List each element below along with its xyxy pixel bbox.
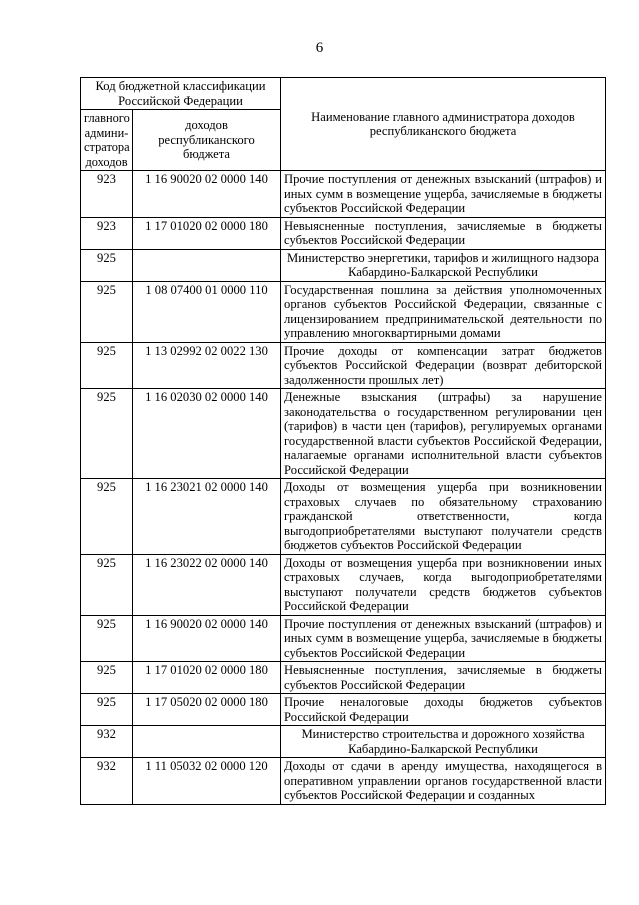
header-budget-classification-code: Код бюджетной классификации Российской Федерации xyxy=(81,78,281,110)
income-code: 1 17 05020 02 0000 180 xyxy=(133,694,281,726)
admin-code: 925 xyxy=(81,249,133,281)
income-name: Прочие доходы от компенсации затрат бюджетов субъектов Российской Федерации (возврат дебиторской задолженности прошлых лет) xyxy=(281,342,606,389)
admin-code: 923 xyxy=(81,171,133,218)
table-row xyxy=(81,479,606,555)
income-name: Доходы от возмещения ущерба при возникновении иных страховых случаев, когда выгодоприобретателями выступают получатели средств бюджетов субъектов Российской Федерации xyxy=(281,554,606,615)
table-row xyxy=(81,694,606,726)
income-name: Прочие поступления от денежных взысканий (штрафов) и иных сумм в возмещение ущерба, зачисляемые в бюджеты субъектов Российской Федерации xyxy=(281,615,606,662)
admin-code: 925 xyxy=(81,615,133,662)
income-code xyxy=(133,249,281,281)
admin-code: 925 xyxy=(81,554,133,615)
income-code: 1 08 07400 01 0000 110 xyxy=(133,281,281,342)
income-name: Невыясненные поступления, зачисляемые в бюджеты субъектов Российской Федерации xyxy=(281,662,606,694)
table-row xyxy=(81,758,606,805)
income-code: 1 17 01020 02 0000 180 xyxy=(133,662,281,694)
administrator-name: Министерство энергетики, тарифов и жилищного надзора Кабардино-Балкарской Республики xyxy=(281,249,606,281)
table-body xyxy=(81,171,606,805)
header-administrator-name: Наименование главного администратора доходов республиканского бюджета xyxy=(281,78,606,171)
table-row xyxy=(81,615,606,662)
page-number: 6 xyxy=(315,40,324,56)
table-header xyxy=(81,78,606,171)
income-name: Денежные взыскания (штрафы) за нарушение законодательства о государственном регулировании цен (тарифов) в части цен (тарифов), регулируемых органами государственной власти субъектов Российской Федерации, налагаемые органами исполнительной власти субъектов Российской Федерации xyxy=(281,389,606,479)
table-row xyxy=(81,662,606,694)
table-row xyxy=(81,249,606,281)
income-name: Прочие поступления от денежных взысканий (штрафов) и иных сумм в возмещение ущерба, зачисляемые в бюджеты субъектов Российской Федерации xyxy=(281,171,606,218)
income-code: 1 16 02030 02 0000 140 xyxy=(133,389,281,479)
income-code: 1 13 02992 02 0022 130 xyxy=(133,342,281,389)
header-chief-administrator: главного админи-стратора доходов xyxy=(81,110,133,171)
admin-code: 925 xyxy=(81,342,133,389)
table-row xyxy=(81,342,606,389)
table-row xyxy=(81,217,606,249)
admin-code: 925 xyxy=(81,479,133,555)
admin-code: 932 xyxy=(81,726,133,758)
income-code: 1 11 05032 02 0000 120 xyxy=(133,758,281,805)
header-republican-budget-income: доходов республиканского бюджета xyxy=(133,110,281,171)
income-name: Невыясненные поступления, зачисляемые в бюджеты субъектов Российской Федерации xyxy=(281,217,606,249)
income-name: Доходы от сдачи в аренду имущества, находящегося в оперативном управлении органов государственной власти субъектов Российской Федерации и созданных xyxy=(281,758,606,805)
income-code: 1 16 90020 02 0000 140 xyxy=(133,615,281,662)
admin-code: 925 xyxy=(81,662,133,694)
admin-code: 925 xyxy=(81,694,133,726)
administrator-name: Министерство строительства и дорожного хозяйства Кабардино-Балкарской Республики xyxy=(281,726,606,758)
income-name: Прочие неналоговые доходы бюджетов субъектов Российской Федерации xyxy=(281,694,606,726)
income-name: Государственная пошлина за действия уполномоченных органов субъектов Российской Федерации, связанные с лицензированием предпринимательской деятельности по управлению многоквартирными домами xyxy=(281,281,606,342)
income-code: 1 16 23021 02 0000 140 xyxy=(133,479,281,555)
admin-code: 923 xyxy=(81,217,133,249)
table-row xyxy=(81,389,606,479)
admin-code: 932 xyxy=(81,758,133,805)
admin-code: 925 xyxy=(81,389,133,479)
income-code: 1 16 90020 02 0000 140 xyxy=(133,171,281,218)
table-row xyxy=(81,171,606,218)
income-code: 1 16 23022 02 0000 140 xyxy=(133,554,281,615)
income-code xyxy=(133,726,281,758)
budget-classification-table xyxy=(80,77,606,805)
admin-code: 925 xyxy=(81,281,133,342)
table-row xyxy=(81,554,606,615)
table-row xyxy=(81,726,606,758)
income-code: 1 17 01020 02 0000 180 xyxy=(133,217,281,249)
income-name: Доходы от возмещения ущерба при возникновении страховых случаев по обязательному страхованию гражданской ответственности, когда выгодоприобретателями выступают получатели средств бюджетов субъектов Российской Федерации xyxy=(281,479,606,555)
table-row xyxy=(81,281,606,342)
